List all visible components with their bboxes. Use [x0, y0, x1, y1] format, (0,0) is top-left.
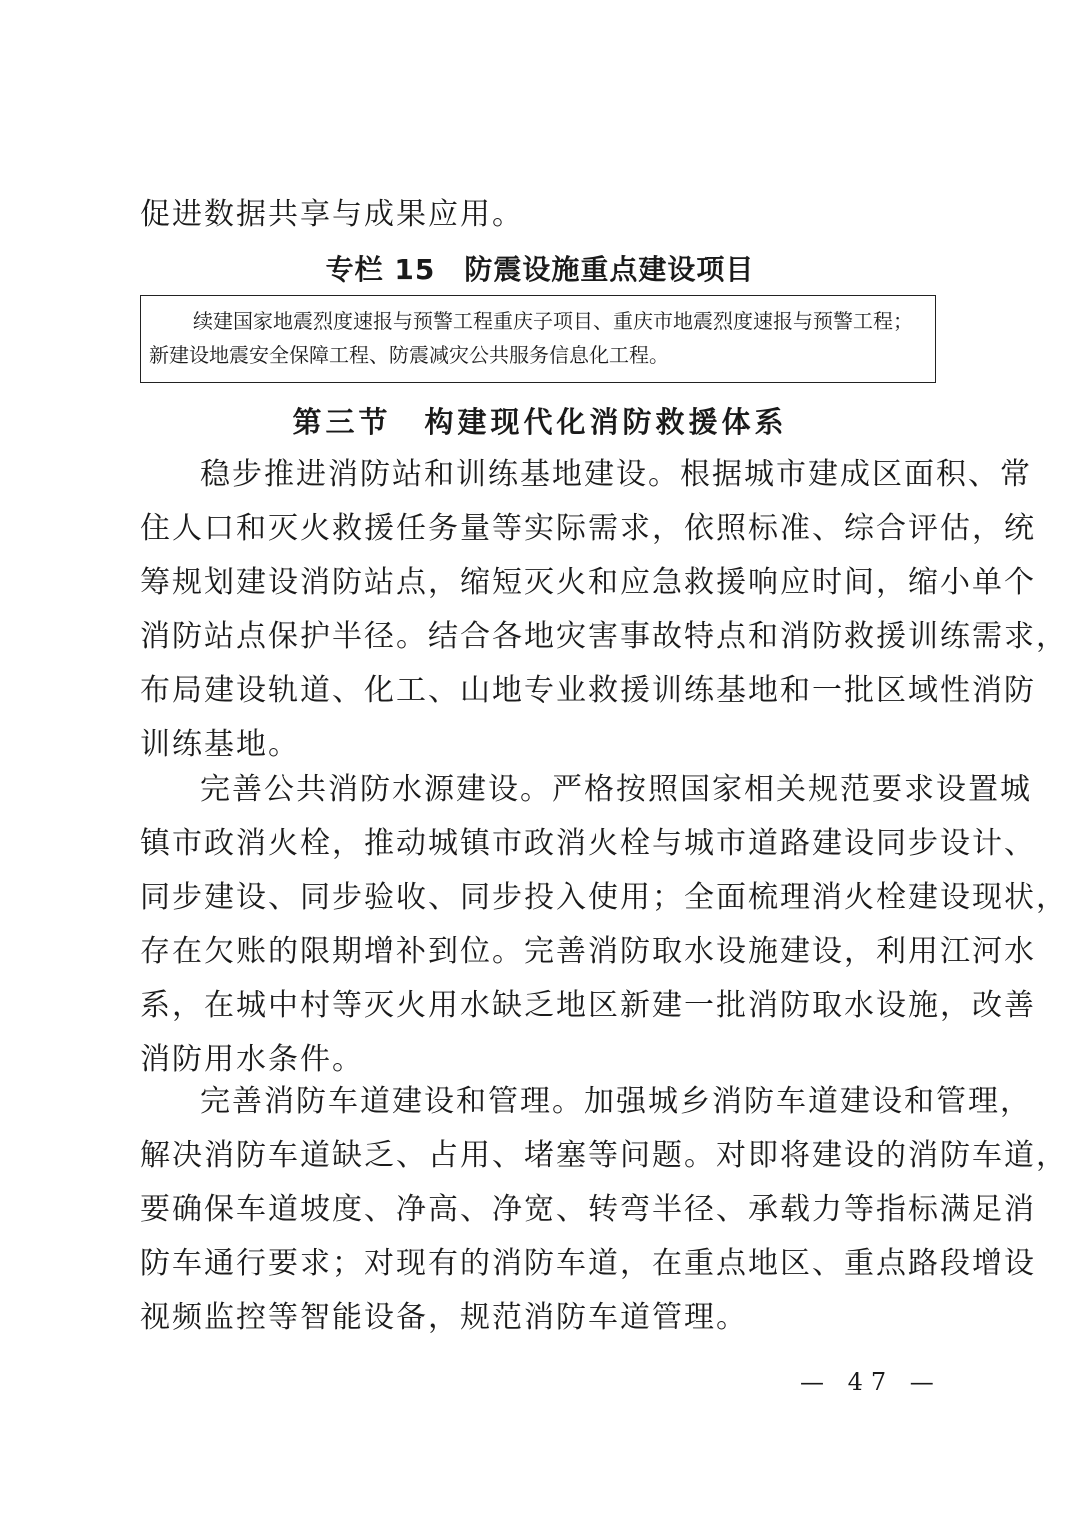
column-box-line: 新建设地震安全保障工程、防震减灾公共服务信息化工程。 [149, 343, 669, 367]
paragraph-line: 存在欠账的限期增补到位。完善消防取水设施建设，利用江河水 [140, 934, 1036, 969]
paragraph-line: 稳步推进消防站和训练基地建设。根据城市建成区面积、常 [200, 457, 1032, 492]
paragraph-line: 布局建设轨道、化工、山地专业救援训练基地和一批区域性消防 [140, 673, 1036, 708]
lead-text-line: 促进数据共享与成果应用。 [140, 197, 524, 232]
paragraph-line: 完善消防车道建设和管理。加强城乡消防车道建设和管理， [200, 1084, 1032, 1119]
column-title: 专栏 15 防震设施重点建设项目 [325, 253, 755, 286]
page-number: — 47 — [800, 1368, 942, 1396]
paragraph-line: 住人口和灭火救援任务量等实际需求，依照标准、综合评估，统 [140, 511, 1036, 546]
paragraph-line: 消防站点保护半径。结合各地灾害事故特点和消防救援训练需求， [140, 619, 1068, 654]
column-box [140, 295, 936, 383]
paragraph-line: 要确保车道坡度、净高、净宽、转弯半径、承载力等指标满足消 [140, 1192, 1036, 1227]
paragraph-2 [140, 763, 1068, 1087]
section-title: 第三节 构建现代化消防救援体系 [292, 405, 788, 439]
paragraph-line: 同步建设、同步验收、同步投入使用；全面梳理消火栓建设现状， [140, 880, 1068, 915]
paragraph-line: 消防用水条件。 [140, 1042, 364, 1077]
paragraph-line: 系，在城中村等灭火用水缺乏地区新建一批消防取水设施，改善 [140, 988, 1036, 1023]
paragraph-line: 镇市政消火栓，推动城镇市政消火栓与城市道路建设同步设计、 [140, 826, 1036, 861]
column-box-line: 续建国家地震烈度速报与预警工程重庆子项目、重庆市地震烈度速报与预警工程； [193, 309, 913, 333]
paragraph-line: 完善公共消防水源建设。严格按照国家相关规范要求设置城 [200, 772, 1032, 807]
paragraph-1 [140, 448, 1068, 772]
paragraph-line: 防车通行要求；对现有的消防车道，在重点地区、重点路段增设 [140, 1246, 1036, 1281]
paragraph-line: 训练基地。 [140, 727, 300, 762]
paragraph-line: 解决消防车道缺乏、占用、堵塞等问题。对即将建设的消防车道， [140, 1138, 1068, 1173]
paragraph-3 [140, 1075, 1068, 1345]
paragraph-line: 视频监控等智能设备，规范消防车道管理。 [140, 1300, 748, 1335]
paragraph-line: 筹规划建设消防站点，缩短灭火和应急救援响应时间，缩小单个 [140, 565, 1036, 600]
